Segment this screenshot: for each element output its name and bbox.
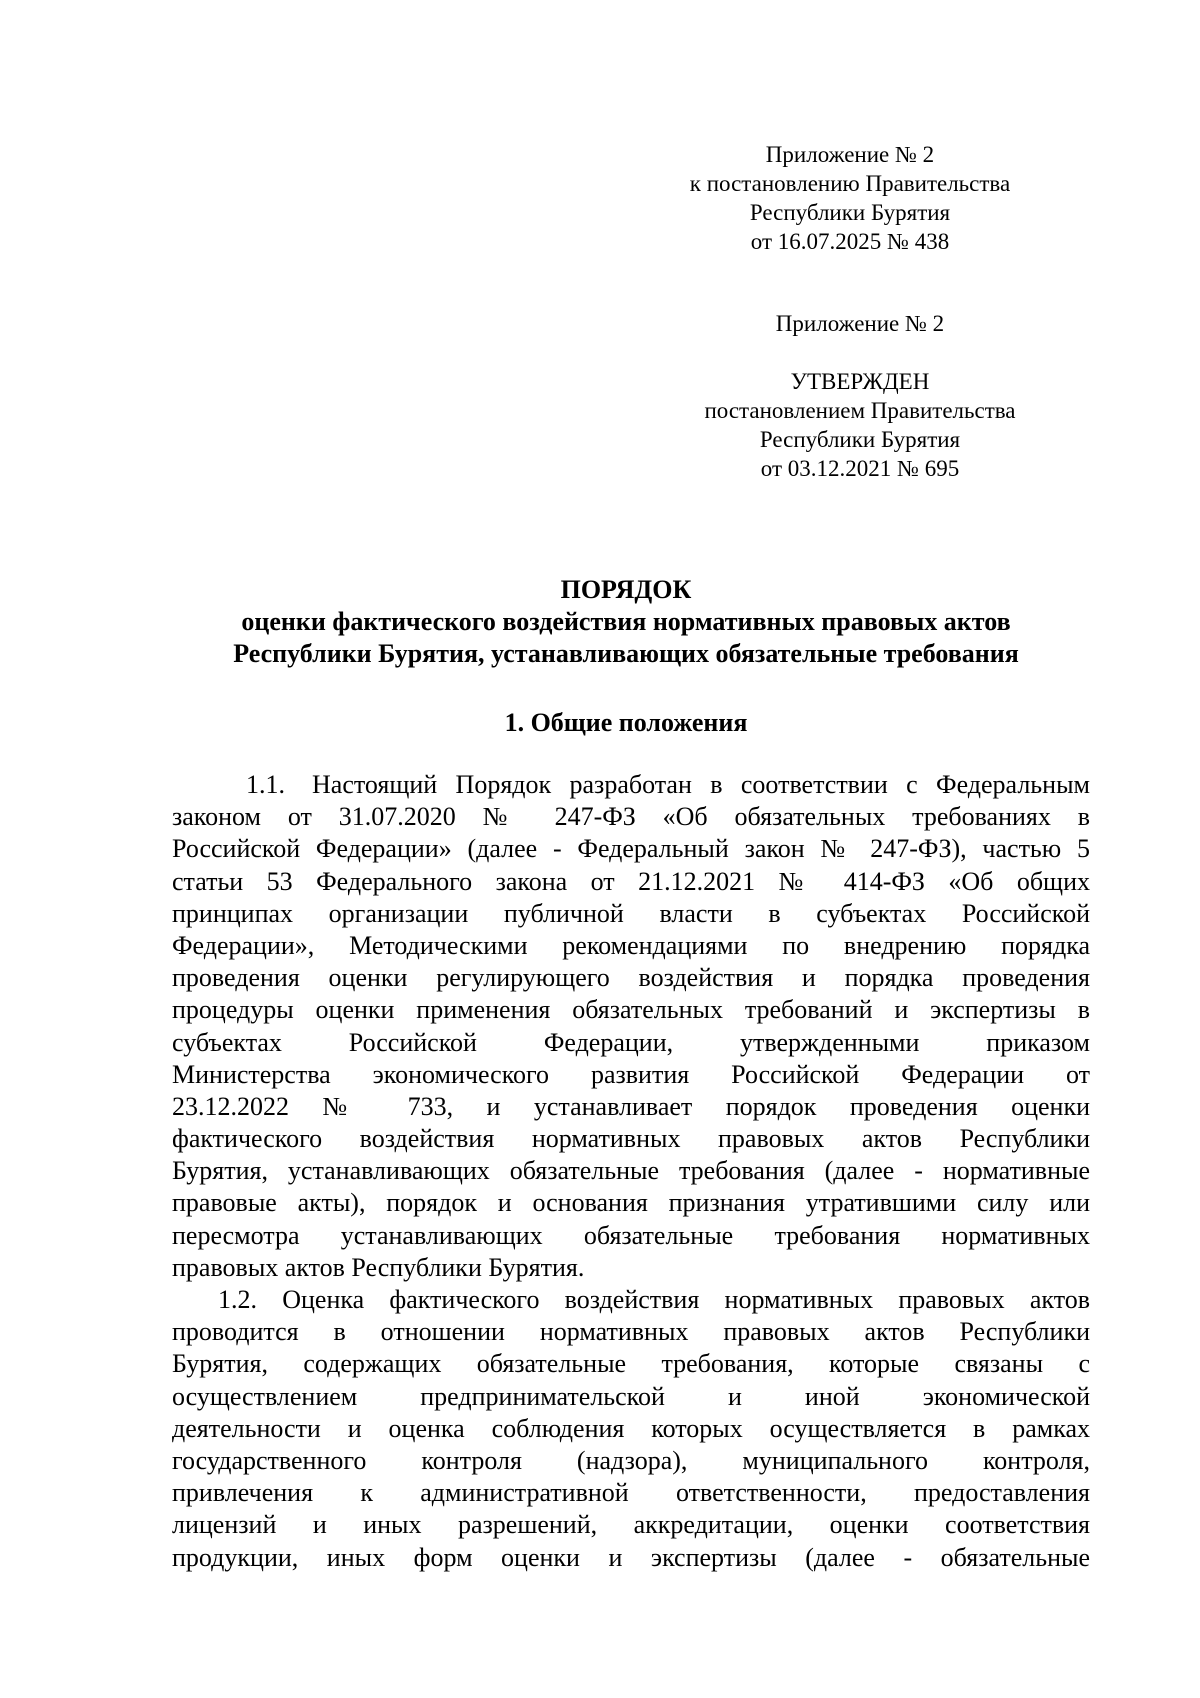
document-title-subtitle: оценки фактического воздействия нормативных правовых актов xyxy=(241,607,1011,636)
paragraph-line: Бурятия, устанавливающих обязательные требования (далее - нормативные xyxy=(172,1156,1090,1186)
paragraph-line: продукции, иных форм оценки и экспертизы (далее - обязательные xyxy=(172,1542,1090,1572)
paragraph-line: государственного контроля (надзора), муниципального контроля, xyxy=(172,1445,1090,1475)
paragraph-line: процедуры оценки применения обязательных требований и экспертизы в xyxy=(172,995,1090,1025)
approval-stamp-line: постановлением Правительства xyxy=(704,398,1016,423)
document-title xyxy=(160,574,1092,670)
approval-stamp-line: Республики Бурятия xyxy=(759,427,961,452)
paragraph-line: Федерации», Методическими рекомендациями по внедрению порядка xyxy=(172,930,1090,960)
amendment-stamp-line: к постановлению Правительства xyxy=(689,171,1011,196)
body-text xyxy=(172,769,1090,1574)
paragraph-line: законом от 31.07.2020 № 247-ФЗ «Об обязательных требованиях в xyxy=(172,802,1090,832)
paragraph-line: Бурятия, содержащих обязательные требования, которые связаны с xyxy=(172,1349,1090,1379)
paragraph-line: правовые акты), порядок и основания признания утратившими силу или xyxy=(172,1188,1090,1218)
paragraph-line: проведения оценки регулирующего воздействия и порядка проведения xyxy=(172,963,1090,993)
amendment-stamp-line: Республики Бурятия xyxy=(749,200,951,225)
approval-stamp xyxy=(640,367,1080,483)
paragraph-line: субъектах Российской Федерации, утвержденными приказом xyxy=(172,1027,1090,1057)
paragraph-line: фактического воздействия нормативных правовых актов Республики xyxy=(172,1124,1090,1154)
paragraph-line: правовых актов Республики Бурятия. xyxy=(172,1252,585,1282)
paragraph-line: лицензий и иных разрешений, аккредитации, оценки соответствия xyxy=(172,1510,1090,1540)
paragraph-line-text: Настоящий Порядок разработан в соответствии с Федеральным xyxy=(312,770,1090,799)
paragraph-line: 23.12.2022 № 733, и устанавливает порядок проведения оценки xyxy=(172,1091,1090,1121)
paragraph-line: осуществлением предпринимательской и иной экономической xyxy=(172,1381,1090,1411)
amendment-stamp-date: от 16.07.2025 № 438 xyxy=(750,229,950,254)
paragraph-line: деятельности и оценка соблюдения которых осуществляется в рамках xyxy=(172,1413,1090,1443)
paragraph-line: проводится в отношении нормативных правовых актов Республики xyxy=(172,1317,1090,1347)
paragraph-line: пересмотра устанавливающих обязательные требования нормативных xyxy=(172,1220,1090,1250)
paragraph-line: статьи 53 Федерального закона от 21.12.2021 № 414-ФЗ «Об общих xyxy=(172,866,1090,896)
document-title-subtitle: Республики Бурятия, устанавливающих обязательные требования xyxy=(233,639,1019,668)
approval-stamp-date: от 03.12.2021 № 695 xyxy=(760,456,960,481)
paragraph-line: привлечения к административной ответственности, предоставления xyxy=(172,1478,1090,1508)
appendix-label: Приложение № 2 xyxy=(775,311,945,336)
paragraph-number: 1.1. xyxy=(246,770,285,799)
paragraph-line: Министерства экономического развития Российской Федерации от xyxy=(172,1059,1090,1089)
paragraph-line: принципах организации публичной власти в субъектах Российской xyxy=(172,898,1090,928)
paragraph-line xyxy=(172,769,1090,801)
paragraph-line: Российской Федерации» (далее - Федеральный закон № 247-ФЗ), частью 5 xyxy=(172,834,1090,864)
amendment-stamp xyxy=(630,140,1070,256)
paragraph-line: 1.2. Оценка фактического воздействия нормативных правовых актов xyxy=(218,1285,1090,1314)
appendix-label-block xyxy=(730,309,990,338)
amendment-stamp-line: Приложение № 2 xyxy=(765,142,935,167)
approval-stamp-line: УТВЕРЖДЕН xyxy=(790,369,930,394)
document-title-main: ПОРЯДОК xyxy=(560,575,692,604)
section-heading: 1. Общие положения xyxy=(504,708,748,737)
